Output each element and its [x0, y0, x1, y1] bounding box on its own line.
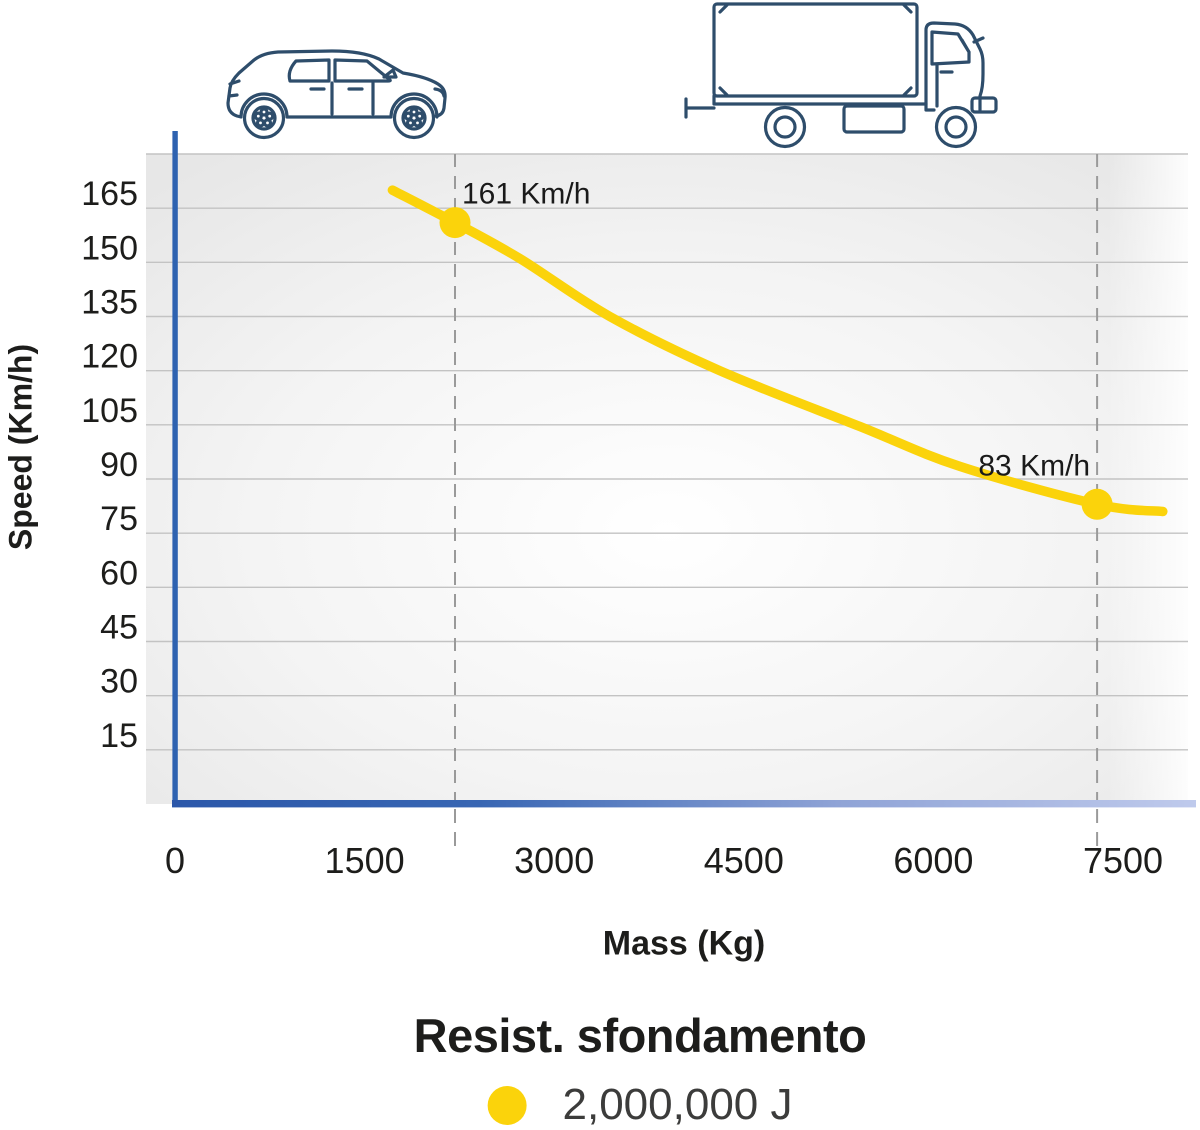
y-tick-label: 45 [100, 608, 138, 647]
truck-box-corner-brackets [720, 5, 911, 95]
x-axis-line [172, 800, 1196, 807]
car-side-mirror [384, 70, 396, 77]
data-point-label: 83 Km/h [978, 449, 1091, 483]
y-tick-label: 15 [100, 716, 138, 755]
y-tick-label: 75 [100, 500, 138, 539]
car-rear-wheel [245, 99, 284, 138]
x-tick-label: 3000 [514, 840, 595, 881]
legend-entry [414, 1080, 867, 1130]
y-tick-label: 60 [100, 554, 138, 593]
x-tick-label: 6000 [893, 840, 974, 881]
truck-rear-wheel [766, 108, 805, 147]
data-point-marker [1082, 489, 1113, 520]
y-tick-label: 90 [100, 446, 138, 484]
legend-title: Resist. sfondamento [413, 1009, 867, 1062]
truck-cargo-box [714, 4, 917, 96]
x-tick-label: 7500 [1082, 840, 1164, 881]
y-tick-label: 150 [81, 229, 138, 268]
truck-fuel-tank [844, 106, 904, 132]
x-axis-title: Mass (Kg) [602, 924, 766, 963]
legend-entry-label: 2,000,000 J [562, 1080, 793, 1130]
x-tick-labels [165, 840, 1163, 881]
data-point-label: 161 Km/h [462, 177, 591, 211]
x-tick-label: 4500 [703, 840, 784, 881]
truck-cab-window [932, 32, 969, 64]
car-rear-window [289, 60, 329, 81]
legend-marker-icon [488, 1086, 527, 1125]
y-tick-label: 105 [81, 391, 138, 430]
car-front-wheel [395, 99, 434, 138]
x-tick-label: 1500 [324, 840, 405, 881]
truck-icon [674, 0, 1004, 152]
x-tick-label: 0 [164, 840, 186, 881]
y-axis-line [172, 131, 177, 807]
y-tick-label: 165 [81, 175, 138, 214]
data-point-marker [440, 207, 471, 238]
car-front-window [335, 60, 390, 81]
y-tick-labels [81, 175, 138, 755]
car-icon [216, 48, 454, 142]
truck-cab-door [937, 38, 983, 106]
y-tick-label: 135 [81, 283, 138, 322]
y-axis-title: Speed (Km/h) [2, 343, 39, 551]
truck-front-bumper [972, 98, 996, 112]
y-tick-label: 30 [100, 662, 138, 701]
legend [414, 1011, 867, 1130]
y-tick-label: 120 [81, 337, 138, 376]
truck-front-wheel [937, 108, 976, 147]
